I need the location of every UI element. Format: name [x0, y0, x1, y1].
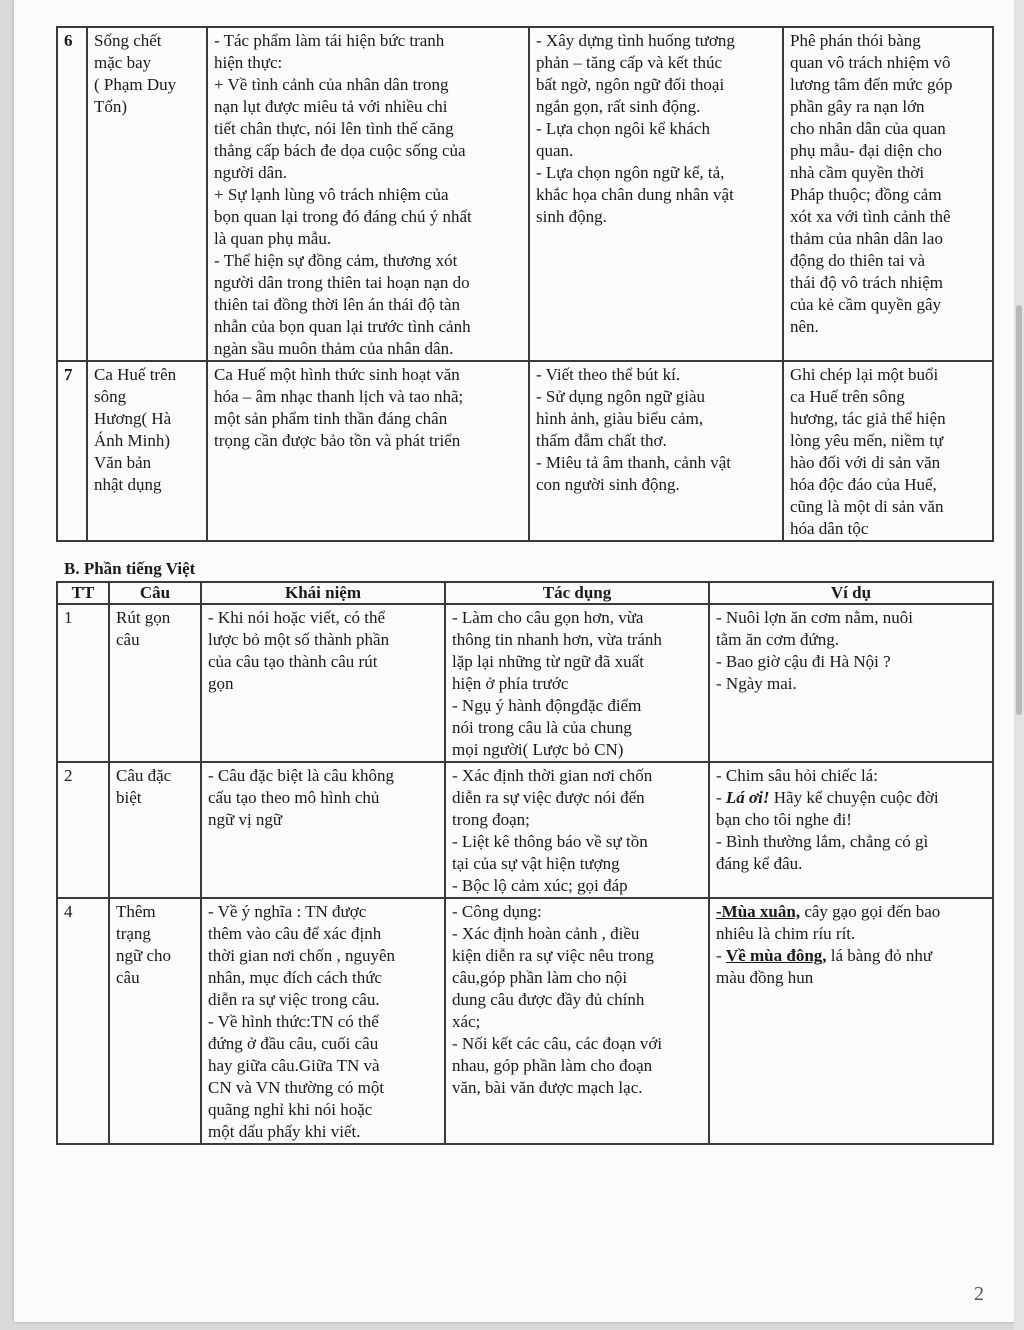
- table-row: [57, 27, 993, 361]
- content-cell: Ca Huế một hình thức sinh hoạt văn hóa – âm nhạc thanh lịch và tao nhã; một sản phẩm tinh thần đáng chân trọng cần được bảo tồn và phát triển: [207, 361, 529, 541]
- example-cell: - Nuôi lợn ăn cơm nằm, nuôi tằm ăn cơm đứng. - Bao giờ cậu đi Hà Nội ? - Ngày mai.: [709, 604, 993, 762]
- sentence-type-cell: Thêm trạng ngữ cho câu: [109, 898, 201, 1144]
- row-number: 6: [57, 27, 87, 361]
- concept-cell: - Câu đặc biệt là câu không cấu tạo theo mô hình chủ ngữ vị ngữ: [201, 762, 445, 898]
- concept-cell: - Về ý nghĩa : TN được thêm vào câu để xác định thời gian nơi chốn , nguyên nhân, mục đích cách thức diễn ra sự việc trong câu. - Về hình thức:TN có thể đứng ở đầu câu, cuối câu hay giữa câu.Giữa TN và CN và VN thường có một quãng nghỉ khi nói hoặc một dấu phẩy khi viết.: [201, 898, 445, 1144]
- work-title-cell: Ca Huế trên sông Hương( Hà Ánh Minh) Văn bản nhật dụng: [87, 361, 207, 541]
- art-cell: - Viết theo thể bút kí. - Sử dụng ngôn ngữ giàu hình ảnh, giàu biểu cảm, thấm đẫm chất thơ. - Miêu tả âm thanh, cảnh vật con người sinh động.: [529, 361, 783, 541]
- table-header-row: [57, 582, 993, 604]
- header-khai-niem: Khái niệm: [201, 582, 445, 604]
- sentence-type-cell: Rút gọn câu: [109, 604, 201, 762]
- meaning-cell: Ghi chép lại một buổi ca Huế trên sông hương, tác giả thể hiện lòng yêu mến, niềm tự hào đối với di sản văn hóa độc đáo của Huế, cũng là một di sản văn hóa dân tộc: [783, 361, 993, 541]
- literature-table: [56, 26, 994, 542]
- header-cau: Câu: [109, 582, 201, 604]
- example-cell: - Chim sâu hỏi chiếc lá: - Lá ơi! Hãy kể chuyện cuộc đời bạn cho tôi nghe đi! - Bình thường lắm, chẳng có gì đáng kể đâu.: [709, 762, 993, 898]
- art-cell: - Xây dựng tình huống tương phản – tăng cấp và kết thúc bất ngờ, ngôn ngữ đối thoại ngắn gọn, rất sinh động. - Lựa chọn ngôi kể khách quan. - Lựa chọn ngôn ngữ kể, tả, khắc họa chân dung nhân vật sinh động.: [529, 27, 783, 361]
- sentence-type-cell: Câu đặc biệt: [109, 762, 201, 898]
- row-number: 1: [57, 604, 109, 762]
- header-tac-dung: Tác dụng: [445, 582, 709, 604]
- row-number: 7: [57, 361, 87, 541]
- scrollbar-track[interactable]: [1014, 0, 1024, 1330]
- content-cell: - Tác phẩm làm tái hiện bức tranh hiện thực: + Về tình cảnh của nhân dân trong nạn lụt được miêu tả với nhiều chi tiết chân thực, nói lên tình thế căng thẳng cấp bách đe dọa cuộc sống của người dân. + Sự lạnh lùng vô trách nhiệm của bọn quan lại trong đó đáng chú ý nhất là quan phụ mẫu. - Thể hiện sự đồng cảm, thương xót người dân trong thiên tai hoạn nạn do thiên tai đồng thời lên án thái độ tàn nhẫn của bọn quan lại trước tình cảnh ngàn sầu muôn thảm của nhân dân.: [207, 27, 529, 361]
- underlined-adverbial: Về mùa đông,: [725, 946, 827, 965]
- page-number: 2: [974, 1283, 984, 1305]
- header-vi-du: Ví dụ: [709, 582, 993, 604]
- underlined-adverbial: -Mùa xuân,: [716, 902, 801, 921]
- header-tt: TT: [57, 582, 109, 604]
- table-row: [57, 361, 993, 541]
- work-title-cell: Sống chết mặc bay ( Phạm Duy Tốn): [87, 27, 207, 361]
- table-row: [57, 898, 993, 1144]
- effect-cell: - Công dụng: - Xác định hoàn cảnh , điều kiện diễn ra sự việc nêu trong câu,góp phần làm cho nội dung câu được đầy đủ chính xác; - Nối kết các câu, các đoạn với nhau, góp phần làm cho đoạn văn, bài văn được mạch lạc.: [445, 898, 709, 1144]
- effect-cell: - Làm cho câu gọn hơn, vừa thông tin nhanh hơn, vừa tránh lặp lại những từ ngữ đã xuất hiện ở phía trước - Ngụ ý hành độngđặc điểm nói trong câu là của chung mọi người( Lược bỏ CN): [445, 604, 709, 762]
- row-number: 2: [57, 762, 109, 898]
- emphasis-text: Lá ơi!: [725, 788, 770, 807]
- row-number: 4: [57, 898, 109, 1144]
- meaning-cell: Phê phán thói bàng quan vô trách nhiệm vô lương tâm đến mức góp phần gây ra nạn lớn cho nhân dân của quan phụ mẫu- đại diện cho nhà cầm quyền thời Pháp thuộc; đồng cảm xót xa với tình cảnh thê thảm của nhân dân lao động do thiên tai và thái độ vô trách nhiệm của kẻ cầm quyền gây nên.: [783, 27, 993, 361]
- example-cell: -Mùa xuân, cây gạo gọi đến bao nhiêu là chim ríu rít. - Về mùa đông, lá bàng đỏ như màu đồng hun: [709, 898, 993, 1144]
- concept-cell: - Khi nói hoặc viết, có thể lược bỏ một số thành phần của câu tạo thành câu rút gọn: [201, 604, 445, 762]
- grammar-table: [56, 581, 994, 1145]
- scrollbar-thumb[interactable]: [1016, 305, 1022, 715]
- table-row: [57, 604, 993, 762]
- section-title: B. Phần tiếng Việt: [64, 559, 196, 578]
- effect-cell: - Xác định thời gian nơi chốn diễn ra sự việc được nói đến trong đoạn; - Liệt kê thông báo về sự tồn tại của sự vật hiện tượng - Bộc lộ cảm xúc; gọi đáp: [445, 762, 709, 898]
- table-row: [57, 762, 993, 898]
